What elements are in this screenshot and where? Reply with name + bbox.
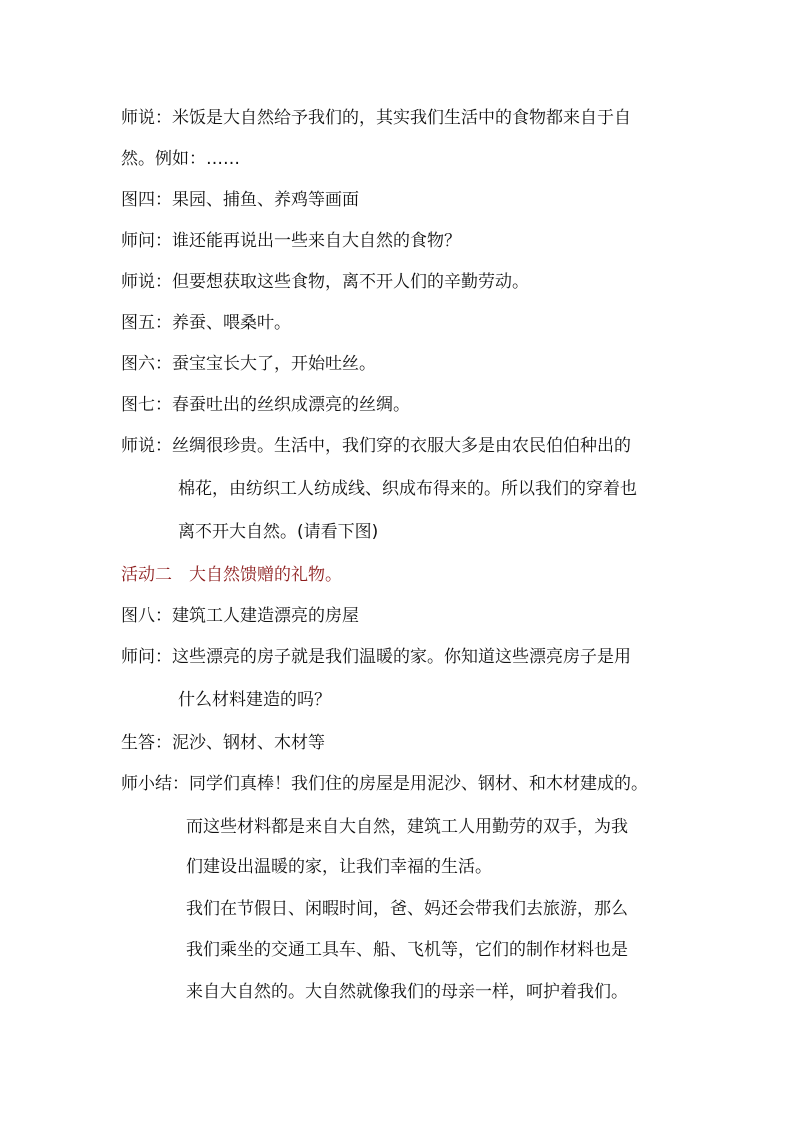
text-line: 师小结：同学们真棒！我们住的房屋是用泥沙、钢材、和木材建成的。: [121, 774, 648, 794]
text-line: 师说：米饭是大自然给予我们的，其实我们生活中的食物都来自于自: [121, 108, 631, 128]
text-line: 图四：果园、捕鱼、养鸡等画面: [121, 190, 359, 210]
activity-heading: 活动二 大自然馈赠的礼物。: [121, 565, 342, 585]
text-line: 图六：蚕宝宝长大了，开始吐丝。: [121, 354, 376, 374]
text-line: 图八：建筑工人建造漂亮的房屋: [121, 606, 359, 626]
text-line: 棉花，由纺织工人纺成线、织成布得来的。所以我们的穿着也: [178, 479, 637, 499]
text-line: 我们在节假日、闲暇时间，爸、妈还会带我们去旅游，那么: [186, 899, 628, 919]
text-line: 我们乘坐的交通工具车、船、飞机等，它们的制作材料也是: [186, 940, 628, 960]
text-line: 什么材料建造的吗？: [178, 690, 331, 710]
text-line: 们建设出温暖的家，让我们幸福的生活。: [186, 857, 492, 877]
text-line: 来自大自然的。大自然就像我们的母亲一样，呵护着我们。: [186, 982, 628, 1002]
text-line: 师说：丝绸很珍贵。生活中，我们穿的衣服大多是由农民伯伯种出的: [121, 436, 631, 456]
text-line: 图五：养蚕、喂桑叶。: [121, 313, 291, 333]
text-line: 而这些材料都是来自大自然，建筑工人用勤劳的双手，为我: [186, 817, 628, 837]
text-line: 然。例如：……: [121, 149, 240, 169]
text-line: 离不开大自然。(请看下图): [178, 522, 379, 542]
text-line: 师说：但要想获取这些食物，离不开人们的辛勤劳动。: [121, 272, 529, 292]
text-line: 生答：泥沙、钢材、木材等: [121, 733, 325, 753]
text-line: 师问：谁还能再说出一些来自大自然的食物？: [121, 231, 461, 251]
text-line: 图七：春蚕吐出的丝织成漂亮的丝绸。: [121, 395, 410, 415]
text-line: 师问：这些漂亮的房子就是我们温暖的家。你知道这些漂亮房子是用: [121, 647, 631, 667]
